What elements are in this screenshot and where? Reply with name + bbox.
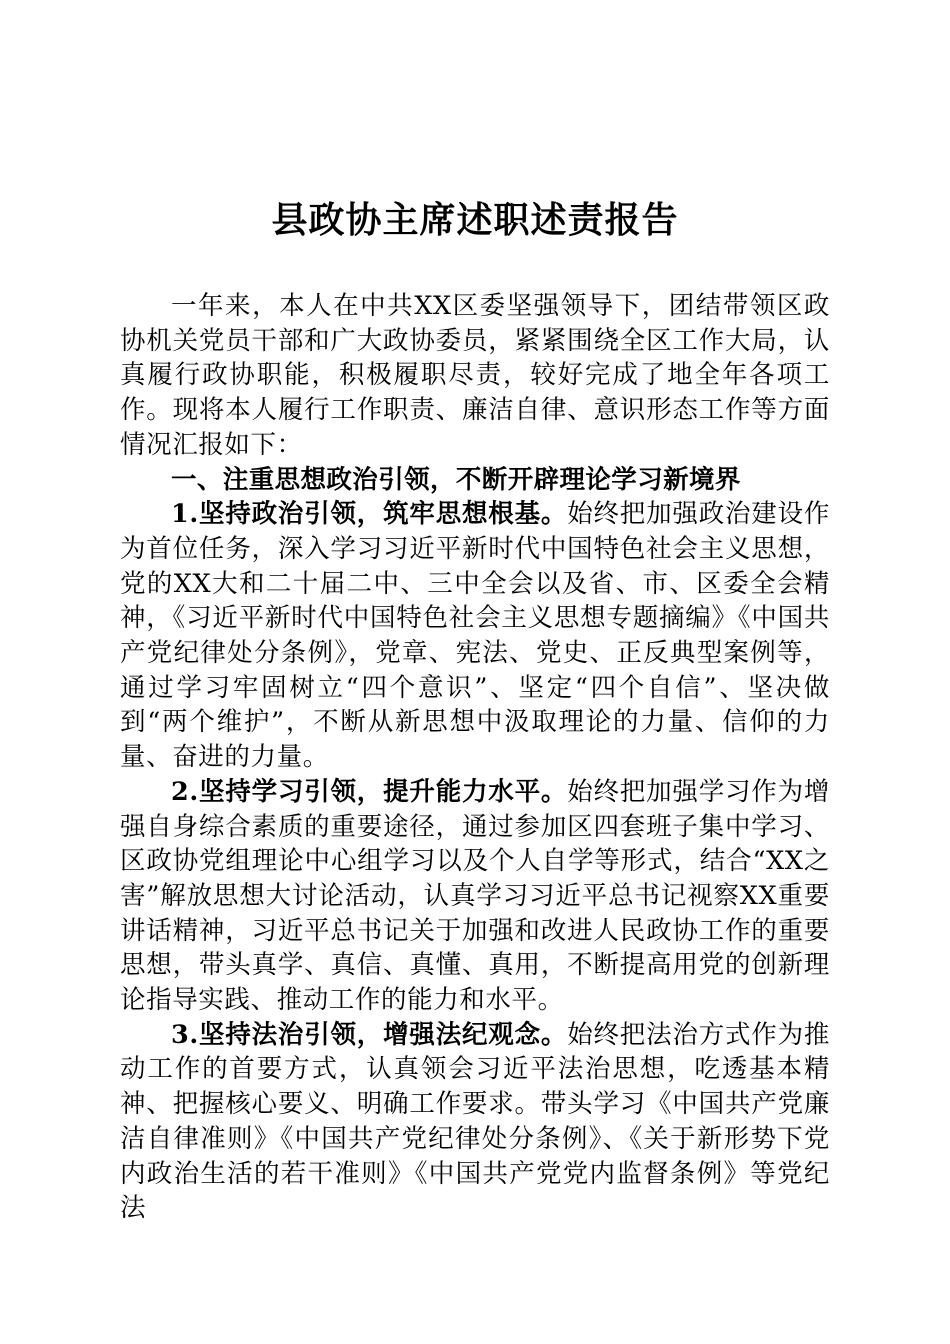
item-1-paragraph xyxy=(120,497,830,775)
item-3-paragraph xyxy=(120,1018,830,1226)
item-1-lead: 1.坚持政治引领，筑牢思想根基。 xyxy=(171,499,568,530)
item-3-lead: 3.坚持法治引领，增强法纪观念。 xyxy=(171,1019,568,1050)
intro-paragraph: 一年来，本人在中共XX区委坚强领导下，团结带领区政协机关党员干部和广大政协委员，紧紧围绕全区工作大局，认真履行政协职能，积极履职尽责，较好完成了地全年各项工作。现将本人履行工作职责、廉洁自律、意识形态工作等方面情况汇报如下： xyxy=(120,291,830,460)
item-3-text: 始终把法治方式作为推动工作的首要方式，认真领会习近平法治思想，吃透基本精神、把握核心要义、明确工作要求。带头学习《中国共产党廉洁自律准则》《中国共产党纪律处分条例》、《关于新形势下党内政治生活的若干准则》《中国共产党党内监督条例》等党纪法 xyxy=(120,1019,830,1224)
item-2-lead: 2.坚持学习引领，提升能力水平。 xyxy=(171,776,568,807)
document-title: 县政协主席述职述责报告 xyxy=(271,199,679,241)
document-body xyxy=(120,289,830,1226)
item-2-text: 始终把加强学习作为增强自身综合素质的重要途径，通过参加区四套班子集中学习、区政协党组理论中心组学习以及个人自学等形式，结合“XX之害”解放思想大讨论活动，认真学习习近平总书记视察XX重要讲话精神，习近平总书记关于加强和改进人民政协工作的重要思想，带头真学、真信、真懂、真用，不断提高用党的创新理论指导实践、推动工作的能力和水平。 xyxy=(120,776,830,1016)
section-1-heading: 一、注重思想政治引领，不断开辟理论学习新境界 xyxy=(171,464,741,495)
item-2-paragraph xyxy=(120,775,830,1018)
item-1-text: 始终把加强政治建设作为首位任务，深入学习习近平新时代中国特色社会主义思想，党的XX大和二十届二中、三中全会以及省、市、区委全会精神，《习近平新时代中国特色社会主义思想专题摘编》《中国共产党纪律处分条例》，党章、宪法、党史、正反典型案例等，通过学习牢固树立“四个意识”、坚定“四个自信”、坚决做到“两个维护”，不断从新思想中汲取理论的力量、信仰的力量、奋进的力量。 xyxy=(120,499,830,773)
